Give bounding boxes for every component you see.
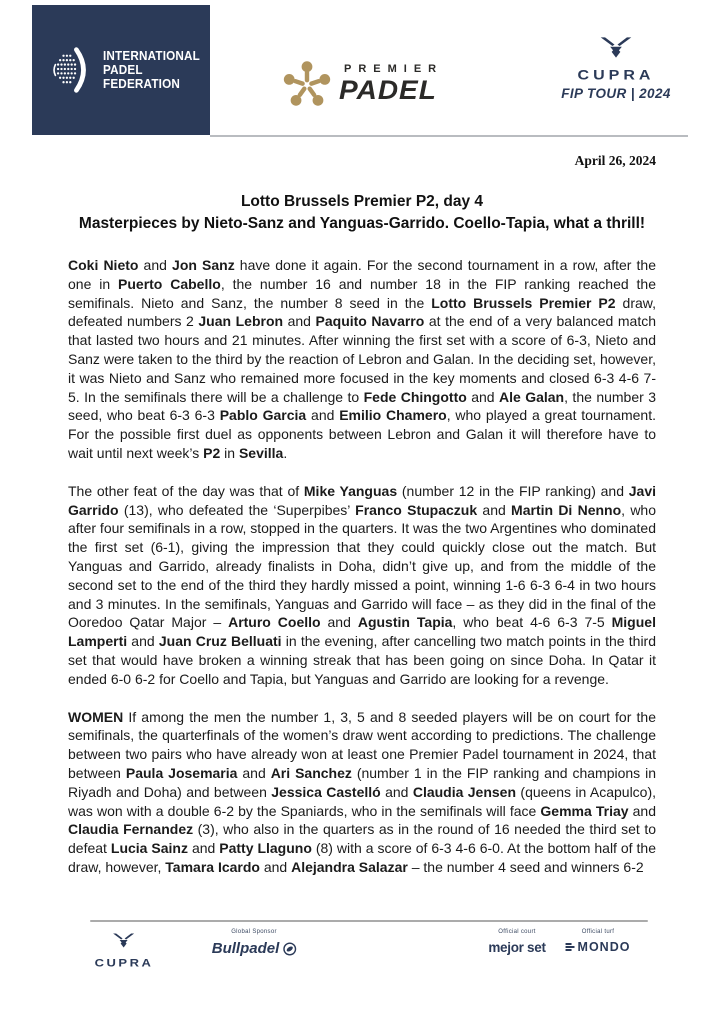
header-divider (210, 135, 688, 137)
sponsor-bullpadel-wordmark: Bullpadel (211, 940, 280, 957)
sponsor-mejorset-role: Official court (498, 929, 536, 935)
premier-padel-flower-icon (282, 56, 332, 112)
article-date: April 26, 2024 (574, 153, 656, 168)
sponsor-cupra-wordmark: CUPRA (94, 955, 154, 970)
sponsor-cupra (95, 933, 154, 970)
cupra-emblem-icon (113, 933, 135, 948)
footer-divider (90, 920, 648, 922)
article-body (68, 256, 656, 896)
cupra-emblem-icon (600, 36, 632, 59)
sponsor-mondo (566, 929, 631, 954)
ipf-line-3: FEDERATION (103, 76, 180, 92)
title-line-1: Lotto Brussels Premier P2, day 4 (240, 193, 484, 210)
sponsor-bullpadel (212, 929, 297, 957)
ipf-federation-name (103, 49, 200, 92)
ipf-line-1: INTERNATIONAL (103, 47, 201, 63)
cupra-brand-label: CUPRA (577, 68, 655, 84)
paragraph-men-yanguas-garrido: The other feat of the day was that of Mike Yanguas (number 12 in the FIP ranking) and Javi Garrido (13), who defeated the ‘Superpibes’ Franco Stupaczuk and Martin Di Nenno, who after four semifinals in a row, stopped in the quarters. It was the two Argentines who dominated the first set (6-1), giving the impression that they could quickly close out the match. But Yanguas and Garrido, already finalists in Doha, didn’t give up, and from the middle of the second set to the end of the third they hardly missed a point, winning 1-6 6-3 6-4 in two hours and 3 minutes. In the semifinals, Yanguas and Garrido will face – as they did in the final of the Ooredoo Qatar Major – Arturo Coello and Agustin Tapia, who beat 4-6 6-3 7-5 Miguel Lamperti and Juan Cruz Belluati in the evening, after cancelling two match points in the third set that would have broken a winning streak that has been going on since Doha. In Qatar it ended 6-0 6-2 for Coello and Tapia, but Yanguas and Garrido are looking for a revenge. (68, 482, 656, 687)
paragraph-men-nieto-sanz: Coki Nieto and Jon Sanz have done it again. For the second tournament in a row, after the one in Puerto Cabello, the number 16 and number 18 in the FIP ranking reached the semifinals. Nieto and Sanz, the number 8 seed in the Lotto Brussels Premier P2 draw, defeated numbers 2 Juan Lebron and Paquito Navarro at the end of a very balanced match that lasted two hours and 21 minutes. After winning the first set with a score of 6-3, Nieto and Sanz were taken to the third by the reaction of Lebron and Galan. In the deciding set, however, it was Nieto and Sanz who remained more focused in the key moments and closed 6-3 4-6 7-5. In the semifinals there will be a challenge to Fede Chingotto and Ale Galan, the number 3 seed, who beat 6-3 6-3 Pablo Garcia and Emilio Chamero, who played a great tournament. For the possible first duel as opponents between Lebron and Galan it will therefore have to wait until next week’s P2 in Sevilla. (68, 257, 657, 461)
bullpadel-racket-icon (282, 942, 296, 956)
fip-tour-label: FIP TOUR | 2024 (561, 86, 671, 101)
sponsor-mejorset (488, 929, 545, 955)
cupra-fip-tour-logo (558, 36, 674, 101)
article-title (40, 191, 684, 236)
premier-padel-logo (282, 56, 443, 112)
sponsor-bullpadel-role: Global Sponsor (231, 929, 277, 935)
padel-label: PADEL (339, 75, 437, 105)
premier-padel-wordmark (339, 63, 443, 105)
title-line-2: Masterpieces by Nieto-Sanz and Yanguas-Garrido. Coello-Tapia, what a thrill! (78, 215, 646, 233)
ipf-logo-block (32, 5, 210, 135)
paragraph-women: WOMEN If among the men the number 1, 3, 5 and 8 seeded players will be on court for the semifinals, the quarterfinals of the women’s draw went according to predictions. The challenge between two pairs who have already won at least one Premier Padel tournament in 2024, that between Paula Josemaria and Ari Sanchez (number 1 in the FIP ranking and champions in Riyadh and Doha) and between Jessica Castelló and Claudia Jensen (queens in Acapulco), was won with a double 6-2 by the Spaniards, who in the semifinals will face Gemma Triay and Claudia Fernandez (3), who also in the quarters as in the round of 16 needed the third set to defeat Lucia Sainz and Patty Llaguno (8) with a score of 6-3 4-6 6-0. At the bottom half of the draw, however, Tamara Icardo and Alejandra Salazar – the number 4 seed and winners 6-2 (68, 708, 657, 875)
ipf-line-2: PADEL (103, 61, 143, 77)
premier-label: PREMIER (344, 63, 444, 75)
mondo-stripes-icon (566, 942, 575, 952)
ipf-federation-icon (52, 41, 94, 99)
sponsor-mejorset-wordmark: mejor set (488, 940, 546, 955)
sponsor-mondo-role: Official turf (581, 929, 615, 935)
sponsor-mondo-wordmark: MONDO (577, 940, 631, 954)
